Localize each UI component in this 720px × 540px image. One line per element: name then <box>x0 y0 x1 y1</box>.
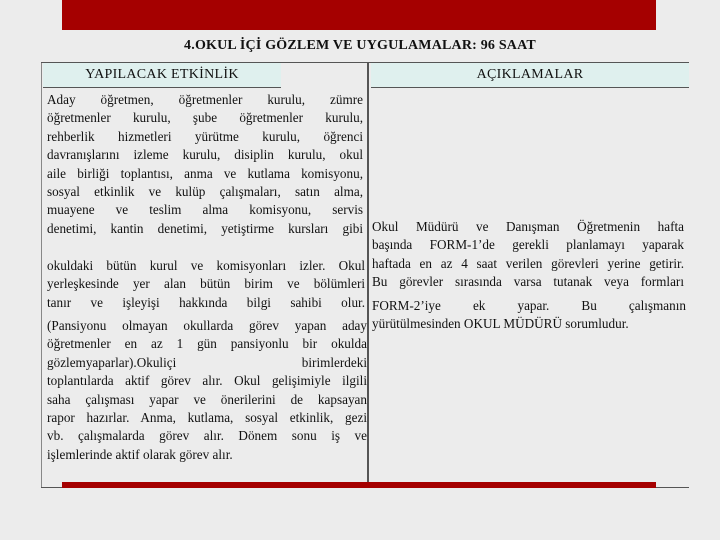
column-divider <box>367 63 369 487</box>
text-line: başında FORM-1’de gerekli planlamayı yaparak <box>372 237 684 253</box>
text-line: (Pansiyonu olmayan okullarda görev yapan aday <box>47 318 367 333</box>
text-line: yerleşkesinde yer alan bütün birim ve bölümleri <box>47 276 365 292</box>
text-line: FORM-2’iye ek yapar. Bu çalışmanın <box>372 298 686 313</box>
text-line: gözlemyaparlar).Okuliçi birimlerdeki <box>47 354 367 370</box>
text-line: vb. çalışmalarda görev alır. Dönem sonu iş ve <box>47 428 367 444</box>
text-line: rehberlik hizmetleri yürütme kurulu, öğrenci <box>47 128 363 144</box>
page-title: 4.OKUL İÇİ GÖZLEM VE UYGULAMALAR: 96 SAAT <box>184 38 536 53</box>
text-line: işlemlerinde aktif olarak görev alır. <box>47 446 233 462</box>
text-line: haftada en az 4 saat verilen görevleri yerine getirir. <box>372 255 684 271</box>
text-line: davranışlarını izleme kurulu, disiplin kurulu, okul <box>47 147 363 163</box>
text-line: Bu görevler sırasında varsa tutanak veya formları <box>372 274 684 290</box>
activity-text-block-2 <box>47 257 365 312</box>
text-line: toplantılarda aktif görev alır. Okul gelişimiyle ilgili <box>47 373 367 389</box>
bottom-accent-bar <box>62 482 656 488</box>
text-line: aile birliği toplantısı, anma ve kutlama komisyonu, <box>47 165 363 181</box>
explanation-text-block-2 <box>372 297 686 334</box>
text-line: okuldaki bütün kurul ve komisyonları izler. Okul <box>47 258 365 273</box>
top-accent-bar <box>62 0 656 30</box>
table-left-border <box>41 63 42 487</box>
text-line: muayene ve teslim alma komisyonu, servis <box>47 202 363 218</box>
text-line: Aday öğretmen, öğretmenler kurulu, zümre <box>47 92 363 107</box>
text-line: öğretmenler en az 1 gün pansiyonlu bir okulda <box>47 336 367 352</box>
activity-text-block-3 <box>47 317 367 464</box>
text-line: öğretmenler kurulu, şube öğretmenler kurulu, <box>47 110 363 126</box>
text-line: Okul Müdürü ve Danışman Öğretmenin hafta <box>372 219 684 234</box>
column-header-activity: YAPILACAK ETKİNLİK <box>43 63 281 88</box>
text-line: saha çalışması yapar ve önerilerini de kapsayan <box>47 391 367 407</box>
text-line: tanır ve işleyişi hakkında bilgi sahibi olur. <box>47 294 365 310</box>
explanation-text-block-1 <box>372 218 684 292</box>
column-header-explanations: AÇIKLAMALAR <box>371 63 689 88</box>
text-line: rapor hazırlar. Anma, kutlama, sosyal etkinlik, gezi <box>47 410 367 426</box>
activity-text-block-1 <box>47 91 363 238</box>
text-line: yürütülmesinden OKUL MÜDÜRÜ sorumludur. <box>372 316 629 332</box>
text-line: denetimi, kantin denetimi, yetiştirme kursları gibi <box>47 220 363 236</box>
activity-table <box>41 62 689 488</box>
text-line: sosyal etkinlik ve kulüp çalışmaları, satın alma, <box>47 184 363 200</box>
